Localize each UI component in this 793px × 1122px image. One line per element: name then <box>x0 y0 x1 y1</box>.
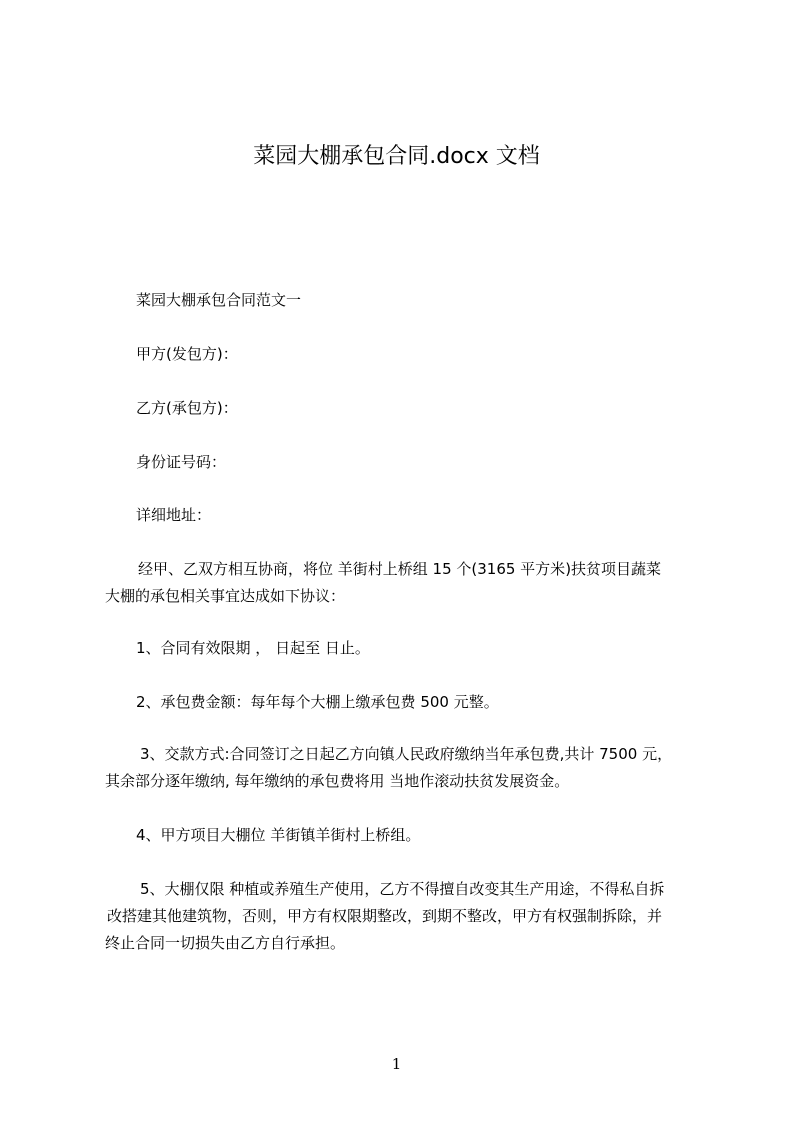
party-a-label: 甲方(发包方)： <box>136 345 238 363</box>
address-label: 详细地址： <box>136 506 212 524</box>
intro-paragraph <box>105 556 715 610</box>
party-b-line <box>105 395 715 422</box>
clause-5 <box>105 876 715 957</box>
clause-5-line-1: 5、大棚仅限 种植或养殖生产使用，乙方不得擅自改变其生产用途，不得私自拆 <box>140 880 665 898</box>
contract-heading <box>105 287 715 314</box>
page-number: 1 <box>391 1055 402 1073</box>
clause-5-line-3: 终止合同一切损失由乙方自行承担。 <box>105 934 346 952</box>
clause-3-line-2: 其余部分逐年缴纳, 每年缴纳的承包费将用 当地作滚动扶贫发展资金。 <box>105 772 570 790</box>
clause-1 <box>105 635 715 662</box>
clause-2 <box>105 689 715 716</box>
clause-3 <box>105 741 715 795</box>
id-number-line <box>105 449 715 476</box>
clause-3-line-1: 3、交款方式:合同签订之日起乙方向镇人民政府缴纳当年承包费,共计 7500 元， <box>140 745 673 763</box>
clause-1-text: 1、合同有效限期 ， 日起至 日止。 <box>136 639 370 657</box>
intro-line-1: 经甲、乙双方相互协商，将位 羊街村上桥组 15 个(3165 平方米)扶贫项目蔬菜 <box>138 560 662 578</box>
clause-5-line-2: 改搭建其他建筑物，否则，甲方有权限期整改，到期不整改，甲方有权强制拆除，并 <box>107 907 663 925</box>
party-a-line <box>105 341 715 368</box>
document-title: 菜园大棚承包合同.docx 文档 <box>253 144 540 169</box>
address-line <box>105 502 715 529</box>
clause-4-text: 4、甲方项目大棚位 羊街镇羊街村上桥组。 <box>136 826 421 844</box>
intro-line-2: 大棚的承包相关事宜达成如下协议： <box>105 587 346 605</box>
contract-heading-text: 菜园大棚承包合同范文一 <box>136 291 302 309</box>
id-number-label: 身份证号码： <box>136 453 227 471</box>
party-b-label: 乙方(承包方)： <box>136 399 238 417</box>
clause-2-text: 2、承包费金额：每年每个大棚上缴承包费 500 元整。 <box>136 693 499 711</box>
clause-4 <box>105 822 715 849</box>
